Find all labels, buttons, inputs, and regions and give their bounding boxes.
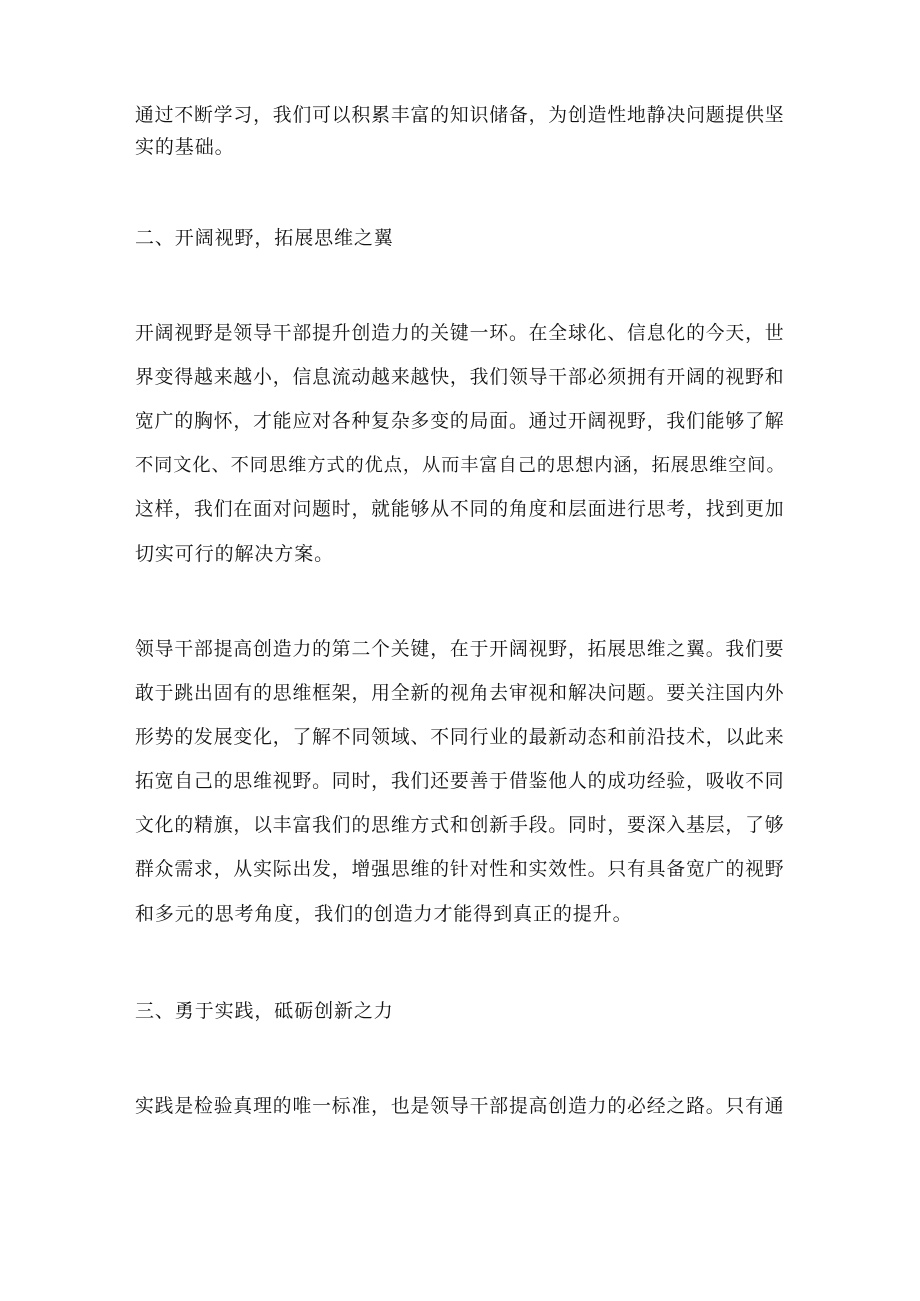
- paragraph-1-line-1: 通过不断学习，我们可以积累丰富的知识储备，为创造性地静决问题提供坚: [135, 105, 785, 126]
- section-heading-3: 三、勇于实践，砥砺创新之力: [135, 1000, 394, 1022]
- paragraph-2-line-6: 切实可行的解决方案。: [135, 543, 335, 565]
- paragraph-2-line-4: 不同文化、不同思维方式的优点，从而丰富自己的思想内涵，拓展思维空间。: [135, 455, 786, 476]
- paragraph-3-line-2: 敢于跳出固有的思维框架，用全新的视角去审视和解决问题。要关注国内外: [135, 683, 785, 704]
- paragraph-4-line-1: 实践是检验真理的唯一标准，也是领导干部提高创造力的必经之路。只有通: [135, 1096, 785, 1117]
- paragraph-3-line-7: 和多元的思考角度，我们的创造力才能得到真正的提升。: [135, 903, 633, 925]
- paragraph-2-line-2: 界变得越来越小，信息流动越来越快，我们领导干部必须拥有开阔的视野和: [135, 367, 785, 388]
- paragraph-3-line-4: 拓宽自己的思维视野。同时，我们还要善于借鉴他人的成功经验，吸收不同: [135, 771, 785, 792]
- paragraph-2-line-5: 这样，我们在面对问题时，就能够从不同的角度和层面进行思考，找到更加: [135, 499, 785, 520]
- paragraph-1-line-2: 实的基础。: [135, 136, 235, 158]
- paragraph-3-line-6: 群众需求，从实际出发，增强思维的针对性和实效性。只有具备宽广的视野: [135, 859, 785, 880]
- section-heading-2: 二、开阔视野，拓展思维之翼: [135, 227, 394, 249]
- paragraph-3-line-1: 领导干部提高创造力的第二个关键，在于开阔视野，拓展思维之翼。我们要: [135, 639, 785, 660]
- paragraph-2-line-3: 宽广的胸怀，才能应对各种复杂多变的局面。通过开阔视野，我们能够了解: [135, 411, 785, 432]
- paragraph-3-line-3: 形势的发展变化，了解不同领域、不同行业的最新动态和前沿技术，以此来: [135, 727, 785, 748]
- paragraph-2-line-1: 开阔视野是领导干部提升创造力的关键一环。在全球化、信息化的今天，世: [135, 323, 785, 344]
- paragraph-3-line-5: 文化的精旗，以丰富我们的思维方式和创新手段。同时，要深入基层，了够: [135, 815, 785, 836]
